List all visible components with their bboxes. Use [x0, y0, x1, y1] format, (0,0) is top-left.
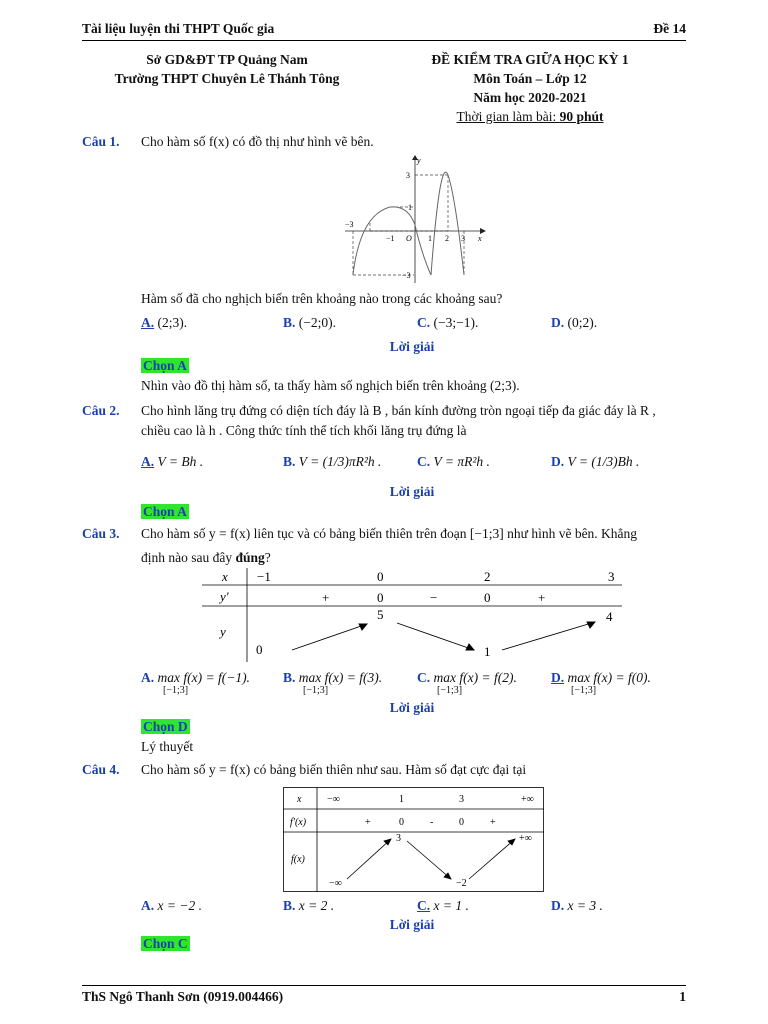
q3-yp-val-4: +: [538, 590, 546, 605]
q3-variation-table: [202, 568, 627, 662]
graph-label-x1: 1: [428, 234, 432, 243]
time-value: 90 phút: [559, 109, 604, 124]
q3-x-val-3: 3: [608, 569, 615, 584]
q2-text-line2: chiều cao là h . Công thức tính thể tích khối lăng trụ đứng là: [141, 423, 467, 438]
footer-page-number: 1: [679, 989, 686, 1004]
q4-x-val-0: −∞: [327, 794, 340, 805]
header-rule: [82, 40, 686, 41]
q3-y-val-1: 5: [377, 607, 384, 622]
q4-fp-val-1: 0: [399, 817, 404, 828]
exam-subject: Môn Toán – Lớp 12: [473, 71, 587, 86]
q1-option-c[interactable]: C. (−3;−1).: [417, 315, 479, 330]
q3-x-val-1: 0: [377, 569, 384, 584]
q3-option-d[interactable]: D. max f(x) = f(0). [−1;3]: [551, 670, 651, 696]
q2-option-c[interactable]: C. V = πR²h .: [417, 454, 490, 469]
graph-label-ym3: −3: [402, 271, 411, 280]
footer-left: ThS Ngô Thanh Sơn (0919.004466): [82, 989, 284, 1004]
q3-explain: Lý thuyết: [141, 739, 194, 754]
q4-x-head: x: [297, 794, 302, 805]
q4-text: Cho hàm số y = f(x) có bảng biến thiên như sau. Hàm số đạt cực đại tại: [141, 762, 527, 777]
q3-y-val-2: 1: [484, 644, 491, 659]
q3-label: Câu 3.: [82, 526, 120, 541]
q4-option-d[interactable]: D. x = 3 .: [551, 898, 603, 913]
q4-label: Câu 4.: [82, 762, 120, 777]
q4-f-val-1: 3: [396, 833, 401, 844]
q3-yp-val-1: 0: [377, 590, 384, 605]
q3-yp-val-2: −: [430, 590, 438, 605]
q2-option-b[interactable]: B. V = (1/3)πR²h .: [283, 454, 382, 469]
graph-label-y3: 3: [406, 171, 410, 180]
footer-rule: [82, 985, 686, 986]
graph-label-y1: 1: [408, 203, 412, 212]
q3-chon: Chọn D: [143, 719, 188, 734]
q1-label: Câu 1.: [82, 134, 120, 149]
q4-option-a[interactable]: A. x = −2 .: [141, 898, 202, 913]
q4-x-val-3: +∞: [521, 794, 534, 805]
q2-chon: Chọn A: [143, 504, 187, 519]
q4-f-val-2: −2: [456, 878, 467, 889]
q3-option-a[interactable]: A. max f(x) = f(−1). [−1;3]: [141, 670, 250, 696]
graph-x-label: x: [478, 234, 482, 243]
q1-option-a[interactable]: A. (2;3).: [141, 315, 188, 330]
q2-text-line1: Cho hình lăng trụ đứng có diện tích đáy là B , bán kính đường tròn ngoại tiếp đa giác đáy là R ,: [141, 403, 656, 418]
q3-text-line1: Cho hàm số y = f(x) liên tục và có bảng biến thiên trên đoạn [−1;3] như hình vẽ bên. Khẳng: [141, 526, 638, 541]
q4-variation-table: [283, 787, 545, 893]
time-label: Thời gian làm bài:: [456, 109, 560, 124]
q3-y-val-3: 4: [606, 609, 613, 624]
q3-text-line2: định nào sau đây đúng?: [141, 550, 271, 565]
q1-option-d[interactable]: D. (0;2).: [551, 315, 598, 330]
q3-option-b[interactable]: B. max f(x) = f(3). [−1;3]: [283, 670, 383, 696]
q1-option-b[interactable]: B. (−2;0).: [283, 315, 336, 330]
q4-x-val-1: 1: [399, 794, 404, 805]
q3-x-head: x: [222, 569, 228, 584]
q4-fp-val-0: +: [365, 817, 371, 828]
q3-y-val-0: 0: [256, 642, 263, 657]
graph-label-xm1: −1: [386, 234, 395, 243]
q3-yp-head: y′: [220, 589, 229, 604]
q4-fp-val-2: -: [430, 817, 434, 828]
q4-loigiai: Lời giải: [389, 917, 435, 932]
q4-fp-head: f′(x): [290, 817, 307, 828]
q3-loigiai: Lời giải: [389, 700, 435, 715]
q1-chon: Chọn A: [143, 358, 187, 373]
q3-option-c[interactable]: C. max f(x) = f(2). [−1;3]: [417, 670, 517, 696]
header-left: Tài liệu luyện thi THPT Quốc gia: [82, 21, 275, 36]
school-dept: Sở GD&ĐT TP Quảng Nam: [146, 52, 308, 67]
q4-f-head: f(x): [291, 854, 305, 865]
q1-explain: Nhìn vào đồ thị hàm số, ta thấy hàm số nghịch biến trên khoảng (2;3).: [141, 378, 520, 393]
q3-x-val-2: 2: [484, 569, 491, 584]
exam-title: ĐỀ KIỂM TRA GIỮA HỌC KỲ 1: [431, 52, 629, 67]
q4-f-val-3: +∞: [519, 833, 532, 844]
header-right: Đề 14: [653, 21, 686, 36]
graph-label-x3: 3: [461, 234, 465, 243]
q3-y-head: y: [220, 624, 226, 639]
q2-label: Câu 2.: [82, 403, 120, 418]
q4-x-val-2: 3: [459, 794, 464, 805]
q3-x-val-0: −1: [257, 569, 271, 584]
q2-loigiai: Lời giải: [389, 484, 435, 499]
graph-y-label: y: [417, 156, 421, 165]
q2-option-a[interactable]: A. V = Bh .: [141, 454, 204, 469]
q1-loigiai: Lời giải: [389, 339, 435, 354]
q2-option-d[interactable]: D. V = (1/3)Bh .: [551, 454, 640, 469]
graph-label-x2: 2: [445, 234, 449, 243]
q4-option-b[interactable]: B. x = 2 .: [283, 898, 335, 913]
graph-origin: O: [406, 234, 412, 243]
q1-text: Cho hàm số f(x) có đồ thị như hình vẽ bên.: [141, 134, 374, 149]
q4-fp-val-3: 0: [459, 817, 464, 828]
q4-chon: Chọn C: [143, 936, 188, 951]
q3-yp-val-3: 0: [484, 590, 491, 605]
exam-year: Năm học 2020-2021: [473, 90, 587, 105]
q3-yp-val-0: +: [322, 590, 330, 605]
q1-question: Hàm số đã cho nghịch biến trên khoảng nào trong các khoảng sau?: [141, 291, 503, 306]
school-name: Trường THPT Chuyên Lê Thánh Tông: [114, 71, 340, 86]
exam-time: [400, 109, 660, 125]
graph-label-xm3: −3: [345, 220, 354, 229]
q1-graph: [340, 155, 490, 285]
q4-f-val-0: −∞: [329, 878, 342, 889]
q4-fp-val-4: +: [490, 817, 496, 828]
q4-option-c[interactable]: C. x = 1 .: [417, 898, 469, 913]
